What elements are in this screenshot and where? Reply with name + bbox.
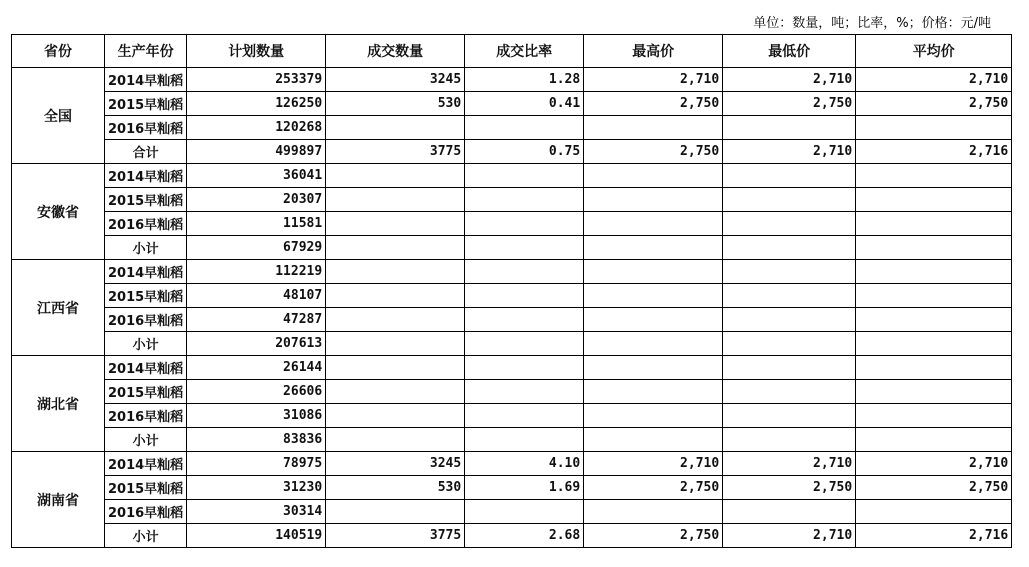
unit-note: 单位：数量，吨；比率，%；价格：元/吨 — [753, 16, 991, 31]
deal-ratio-cell — [465, 308, 584, 332]
deal-ratio-cell — [465, 428, 584, 452]
deal-qty-cell — [326, 380, 465, 404]
deal-qty-cell: 3245 — [326, 68, 465, 92]
max-price-cell: 2,710 — [584, 452, 723, 476]
min-price-cell — [723, 236, 856, 260]
table-row — [12, 260, 1012, 284]
deal-ratio-cell — [465, 116, 584, 140]
min-price-cell — [723, 428, 856, 452]
year-cell: 2015早籼稻 — [105, 284, 187, 308]
table-row — [12, 284, 1012, 308]
planned-qty-cell: 47287 — [187, 308, 326, 332]
deal-ratio-cell — [465, 164, 584, 188]
year-cell: 2015早籼稻 — [105, 380, 187, 404]
planned-qty-cell: 36041 — [187, 164, 326, 188]
avg-price-cell — [856, 500, 1012, 524]
header-min-price: 最低价 — [723, 35, 856, 68]
deal-qty-cell: 3245 — [326, 452, 465, 476]
deal-qty-cell — [326, 284, 465, 308]
province-cell: 湖南省 — [12, 452, 105, 548]
planned-qty-cell: 83836 — [187, 428, 326, 452]
header-deal-qty: 成交数量 — [326, 35, 465, 68]
table-row — [12, 452, 1012, 476]
year-cell: 小计 — [105, 332, 187, 356]
max-price-cell — [584, 428, 723, 452]
header-avg-price: 平均价 — [856, 35, 1012, 68]
year-cell: 2016早籼稻 — [105, 500, 187, 524]
avg-price-cell — [856, 116, 1012, 140]
table-row — [12, 404, 1012, 428]
province-cell: 江西省 — [12, 260, 105, 356]
deal-ratio-cell — [465, 404, 584, 428]
year-cell: 2016早籼稻 — [105, 308, 187, 332]
min-price-cell — [723, 164, 856, 188]
deal-qty-cell: 3775 — [326, 524, 465, 548]
min-price-cell — [723, 188, 856, 212]
deal-ratio-cell — [465, 236, 584, 260]
deal-qty-cell — [326, 188, 465, 212]
avg-price-cell: 2,750 — [856, 476, 1012, 500]
province-cell: 安徽省 — [12, 164, 105, 260]
header-deal-ratio: 成交比率 — [465, 35, 584, 68]
header-year: 生产年份 — [105, 35, 187, 68]
deal-qty-cell: 530 — [326, 92, 465, 116]
max-price-cell — [584, 284, 723, 308]
header-province: 省份 — [12, 35, 105, 68]
avg-price-cell — [856, 356, 1012, 380]
table-row — [12, 92, 1012, 116]
deal-ratio-cell — [465, 332, 584, 356]
planned-qty-cell: 78975 — [187, 452, 326, 476]
min-price-cell — [723, 500, 856, 524]
year-cell: 2016早籼稻 — [105, 116, 187, 140]
deal-qty-cell — [326, 260, 465, 284]
deal-ratio-cell — [465, 380, 584, 404]
deal-ratio-cell — [465, 188, 584, 212]
table-row — [12, 116, 1012, 140]
year-cell: 小计 — [105, 428, 187, 452]
table-row — [12, 188, 1012, 212]
deal-ratio-cell — [465, 500, 584, 524]
year-cell: 2014早籼稻 — [105, 164, 187, 188]
avg-price-cell: 2,710 — [856, 452, 1012, 476]
deal-qty-cell: 530 — [326, 476, 465, 500]
min-price-cell — [723, 212, 856, 236]
avg-price-cell — [856, 284, 1012, 308]
max-price-cell — [584, 236, 723, 260]
min-price-cell — [723, 284, 856, 308]
max-price-cell — [584, 188, 723, 212]
avg-price-cell — [856, 428, 1012, 452]
max-price-cell — [584, 164, 723, 188]
deal-qty-cell — [326, 500, 465, 524]
deal-ratio-cell — [465, 212, 584, 236]
table-row — [12, 332, 1012, 356]
header-planned-qty: 计划数量 — [187, 35, 326, 68]
year-cell: 2014早籼稻 — [105, 68, 187, 92]
max-price-cell — [584, 356, 723, 380]
table-row — [12, 428, 1012, 452]
min-price-cell: 2,710 — [723, 68, 856, 92]
deal-qty-cell — [326, 212, 465, 236]
max-price-cell — [584, 500, 723, 524]
deal-ratio-cell: 0.75 — [465, 140, 584, 164]
avg-price-cell — [856, 404, 1012, 428]
deal-qty-cell — [326, 428, 465, 452]
auction-results-table — [11, 34, 1012, 548]
deal-ratio-cell: 0.41 — [465, 92, 584, 116]
avg-price-cell: 2,716 — [856, 524, 1012, 548]
max-price-cell — [584, 332, 723, 356]
max-price-cell: 2,750 — [584, 140, 723, 164]
min-price-cell: 2,710 — [723, 452, 856, 476]
max-price-cell: 2,750 — [584, 476, 723, 500]
planned-qty-cell: 126250 — [187, 92, 326, 116]
table-row — [12, 212, 1012, 236]
max-price-cell — [584, 380, 723, 404]
max-price-cell — [584, 308, 723, 332]
avg-price-cell — [856, 308, 1012, 332]
planned-qty-cell: 31086 — [187, 404, 326, 428]
deal-qty-cell — [326, 116, 465, 140]
planned-qty-cell: 30314 — [187, 500, 326, 524]
min-price-cell — [723, 260, 856, 284]
year-cell: 2015早籼稻 — [105, 92, 187, 116]
avg-price-cell — [856, 332, 1012, 356]
table-row — [12, 476, 1012, 500]
table-row — [12, 68, 1012, 92]
planned-qty-cell: 20307 — [187, 188, 326, 212]
deal-ratio-cell: 4.10 — [465, 452, 584, 476]
year-cell: 2014早籼稻 — [105, 356, 187, 380]
max-price-cell — [584, 404, 723, 428]
avg-price-cell: 2,710 — [856, 68, 1012, 92]
min-price-cell: 2,750 — [723, 476, 856, 500]
deal-ratio-cell — [465, 356, 584, 380]
year-cell: 2016早籼稻 — [105, 404, 187, 428]
max-price-cell — [584, 260, 723, 284]
min-price-cell: 2,710 — [723, 140, 856, 164]
avg-price-cell — [856, 212, 1012, 236]
header-row — [12, 35, 1012, 68]
max-price-cell — [584, 212, 723, 236]
min-price-cell — [723, 380, 856, 404]
deal-ratio-cell — [465, 284, 584, 308]
avg-price-cell — [856, 380, 1012, 404]
avg-price-cell: 2,750 — [856, 92, 1012, 116]
table-row — [12, 356, 1012, 380]
deal-qty-cell — [326, 332, 465, 356]
year-cell: 小计 — [105, 524, 187, 548]
max-price-cell — [584, 116, 723, 140]
year-cell: 合计 — [105, 140, 187, 164]
header-max-price: 最高价 — [584, 35, 723, 68]
planned-qty-cell: 11581 — [187, 212, 326, 236]
year-cell: 2016早籼稻 — [105, 212, 187, 236]
year-cell: 小计 — [105, 236, 187, 260]
min-price-cell: 2,710 — [723, 524, 856, 548]
planned-qty-cell: 26144 — [187, 356, 326, 380]
planned-qty-cell: 207613 — [187, 332, 326, 356]
planned-qty-cell: 120268 — [187, 116, 326, 140]
planned-qty-cell: 48107 — [187, 284, 326, 308]
planned-qty-cell: 31230 — [187, 476, 326, 500]
planned-qty-cell: 67929 — [187, 236, 326, 260]
table-row — [12, 140, 1012, 164]
max-price-cell: 2,710 — [584, 68, 723, 92]
planned-qty-cell: 253379 — [187, 68, 326, 92]
min-price-cell — [723, 332, 856, 356]
deal-qty-cell — [326, 164, 465, 188]
table-row — [12, 236, 1012, 260]
deal-ratio-cell: 1.69 — [465, 476, 584, 500]
deal-ratio-cell: 1.28 — [465, 68, 584, 92]
min-price-cell — [723, 404, 856, 428]
deal-ratio-cell — [465, 260, 584, 284]
year-cell: 2015早籼稻 — [105, 476, 187, 500]
table-row — [12, 380, 1012, 404]
province-cell: 湖北省 — [12, 356, 105, 452]
province-cell: 全国 — [12, 68, 105, 164]
avg-price-cell — [856, 236, 1012, 260]
min-price-cell — [723, 116, 856, 140]
deal-qty-cell — [326, 404, 465, 428]
avg-price-cell — [856, 164, 1012, 188]
avg-price-cell — [856, 260, 1012, 284]
deal-qty-cell — [326, 236, 465, 260]
deal-qty-cell: 3775 — [326, 140, 465, 164]
table-row — [12, 164, 1012, 188]
table-row — [12, 308, 1012, 332]
avg-price-cell: 2,716 — [856, 140, 1012, 164]
deal-ratio-cell: 2.68 — [465, 524, 584, 548]
min-price-cell — [723, 356, 856, 380]
table-row — [12, 500, 1012, 524]
avg-price-cell — [856, 188, 1012, 212]
planned-qty-cell: 26606 — [187, 380, 326, 404]
year-cell: 2014早籼稻 — [105, 452, 187, 476]
min-price-cell: 2,750 — [723, 92, 856, 116]
year-cell: 2014早籼稻 — [105, 260, 187, 284]
max-price-cell: 2,750 — [584, 524, 723, 548]
planned-qty-cell: 499897 — [187, 140, 326, 164]
deal-qty-cell — [326, 308, 465, 332]
year-cell: 2015早籼稻 — [105, 188, 187, 212]
deal-qty-cell — [326, 356, 465, 380]
min-price-cell — [723, 308, 856, 332]
planned-qty-cell: 140519 — [187, 524, 326, 548]
planned-qty-cell: 112219 — [187, 260, 326, 284]
table-row — [12, 524, 1012, 548]
max-price-cell: 2,750 — [584, 92, 723, 116]
